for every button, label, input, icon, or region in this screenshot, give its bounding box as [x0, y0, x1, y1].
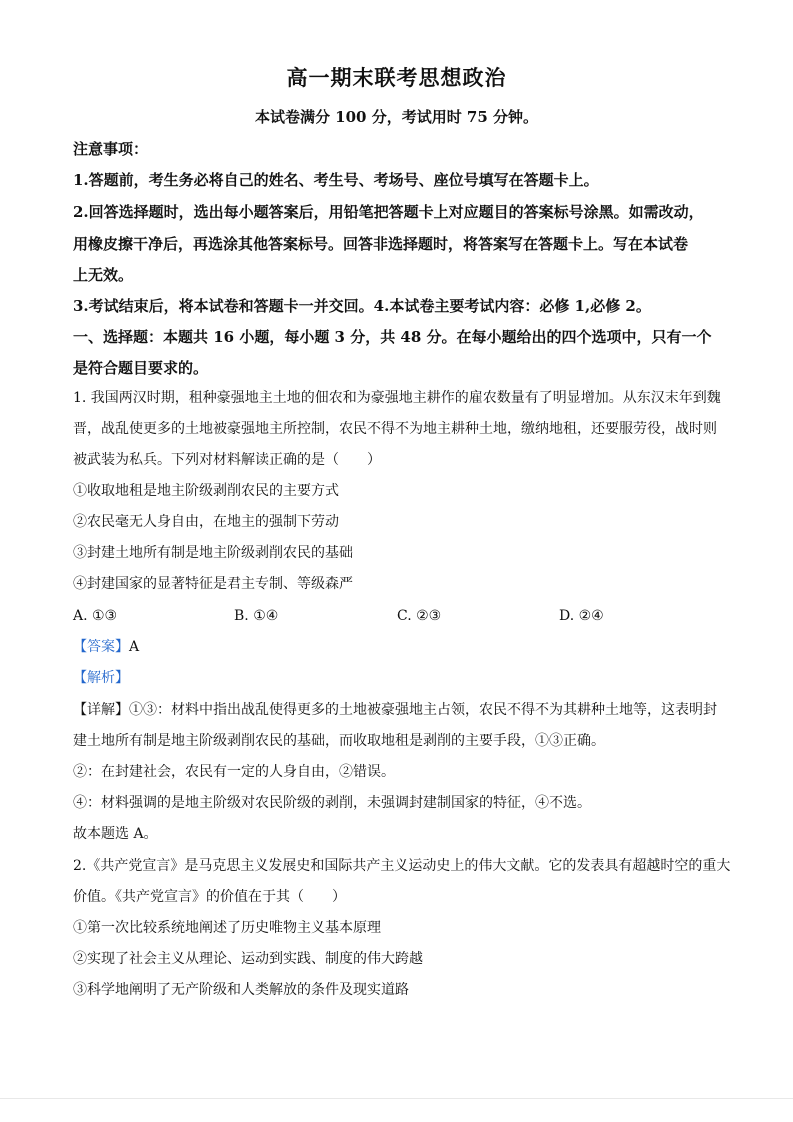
q1-statement: ①收取地租是地主阶级剥削农民的主要方式 [73, 483, 339, 499]
notice-item: 上无效。 [73, 266, 134, 284]
notice-item: 3.考试结束后，将本试卷和答题卡一并交回。4.本试卷主要考试内容：必修 1,必修 2。 [73, 297, 651, 315]
q1-analysis-label [73, 667, 733, 689]
q1-option-c: C. ②③ [397, 608, 442, 624]
q1-stem-line: 晋，战乱使更多的土地被豪强地主所控制，农民不得不为地主耕种土地，缴纳地租，还要服劳役，战时则 [73, 421, 717, 437]
q1-stem-line: 1. 我国两汉时期，租种豪强地主土地的佃农和为豪强地主耕作的雇农数量有了明显增加。从东汉末年到魏 [73, 390, 721, 406]
notice-item: 用橡皮擦干净后，再选涂其他答案标号。回答非选择题时，将答案写在答题卡上。写在本试卷 [73, 235, 689, 253]
answer-tag: 【答案】 [73, 639, 129, 655]
q1-option-b: B. ①④ [234, 608, 279, 624]
section-heading-cont: 是符合题目要求的。 [73, 359, 209, 377]
q2-statement: ①第一次比较系统地阐述了历史唯物主义基本原理 [73, 920, 381, 936]
q1-detail-line: ④：材料强调的是地主阶级对农民阶级的剥削，未强调封建制国家的特征，④不选。 [73, 795, 591, 811]
section-heading: 一、选择题：本题共 16 小题，每小题 3 分，共 48 分。在每小题给出的四个选项中，只有一个 [73, 328, 712, 346]
detail-text: ①③：材料中指出战乱使得更多的土地被豪强地主占领，农民不得不为其耕种土地等，这表明封 [129, 702, 717, 718]
notice-heading: 注意事项： [73, 140, 149, 158]
q1-statement: ④封建国家的显著特征是君主专制、等级森严 [73, 576, 353, 592]
q2-statement: ③科学地阐明了无产阶级和人类解放的条件及现实道路 [73, 982, 409, 998]
q1-statement: ②农民毫无人身自由，在地主的强制下劳动 [73, 514, 339, 530]
q2-stem-line: 2.《共产党宣言》是马克思主义发展史和国际共产主义运动史上的伟大文献。它的发表具有超越时空的重大 [73, 858, 731, 874]
q1-stem-line: 被武装为私兵。下列对材料解读正确的是（ ） [73, 452, 381, 468]
q1-detail-line: ②：在封建社会，农民有一定的人身自由，②错误。 [73, 764, 395, 780]
q2-statement: ②实现了社会主义从理论、运动到实践、制度的伟大跨越 [73, 951, 423, 967]
answer-value: A [129, 639, 140, 655]
q2-stem-line: 价值。《共产党宣言》的价值在于其（ ） [73, 889, 346, 905]
exam-subtitle: 本试卷满分 100 分，考试用时 75 分钟。 [254, 108, 539, 126]
page-title: 高一期末联考思想政治 [286, 65, 507, 90]
q1-detail-line [73, 699, 733, 721]
analysis-tag: 【解析】 [73, 670, 129, 686]
q1-detail-line: 建土地所有制是地主阶级剥削农民的基础，而收取地租是剥削的主要手段，①③正确。 [73, 733, 605, 749]
notice-item: 1.答题前，考生务必将自己的姓名、考生号、考场号、座位号填写在答题卡上。 [73, 171, 599, 189]
page-bottom-divider [0, 1098, 793, 1099]
q1-conclusion: 故本题选 A。 [73, 826, 158, 842]
detail-tag: 【详解】 [73, 702, 129, 718]
q1-statement: ③封建土地所有制是地主阶级剥削农民的基础 [73, 545, 353, 561]
q1-answer [73, 636, 733, 658]
q1-option-d: D. ②④ [559, 608, 604, 624]
notice-item: 2.回答选择题时，选出每小题答案后，用铅笔把答题卡上对应题目的答案标号涂黑。如需改动， [73, 203, 704, 221]
q1-option-a: A. ①③ [73, 608, 118, 624]
